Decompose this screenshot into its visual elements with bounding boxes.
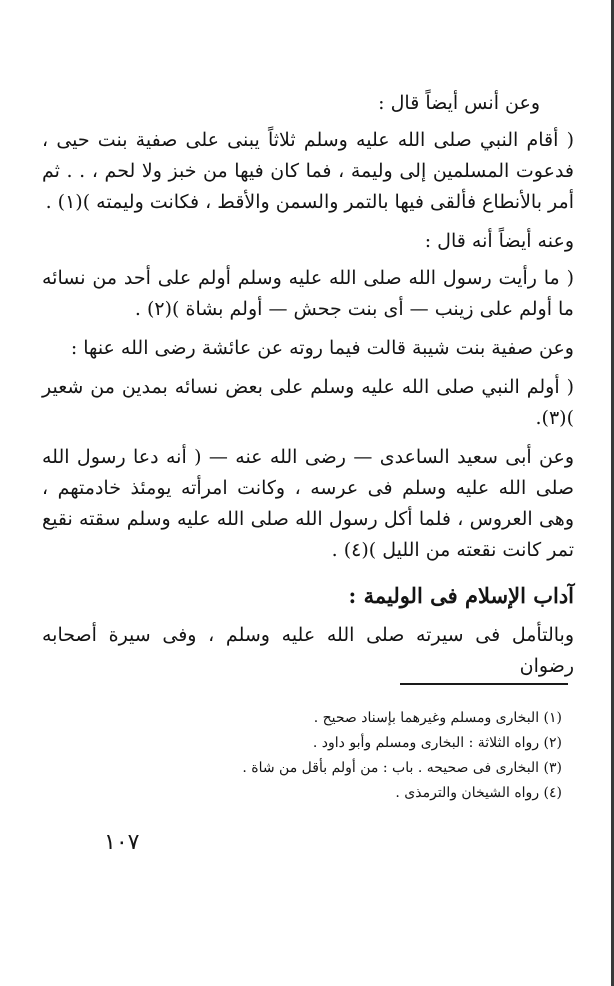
paragraph-final: وبالتأمل فى سيرته صلى الله عليه وسلم ، وفى سيرة أصحابه رضوان [42, 624, 574, 677]
paragraph-abu-saeed: وعن أبى سعيد الساعدى — رضى الله عنه — ( أنه دعا رسول الله صلى الله عليه وسلم فى عرسه ، وكانت امرأته يومئذ خادمتهم ، وهى العروس ، فلما أكل رسول الله صلى الله عليه وسلم سقته نقيع تمر كانت نقعته من الليل )(٤) . [42, 446, 574, 561]
footnote-4: (٤) رواه الشيخان والترمذى . [395, 785, 562, 801]
paragraph-safiyya-bint-shayba: وعن صفية بنت شيبة قالت فيما روته عن عائشة رضى الله عنها : [70, 337, 574, 359]
page-number: ١٠٧ [104, 830, 140, 855]
section-heading: آداب الإسلام فى الوليمة : [348, 583, 574, 608]
footnote-2: (٢) رواه الثلاثة : البخارى ومسلم وأبو داود . [312, 735, 562, 751]
footnotes [160, 706, 572, 806]
paragraph-anas-second-intro: وعنه أيضاً أنه قال : [424, 230, 574, 252]
main-text [42, 88, 574, 690]
paragraph-safiyya-walima: ( أقام النبي صلى الله عليه وسلم ثلاثاً يبنى على صفية بنت حيى ، فدعوت المسلمين إلى وليمة ، فما كان فيها من خبز ولا لحم ، . . ثم أمر بالأنطاع فألقى فيها بالتمر والسمن والأقط ، فكانت وليمته )(١) . [42, 129, 574, 213]
paragraph-zaynab-walima: ( ما رأيت رسول الله صلى الله عليه وسلم أولم على أحد من نسائه ما أولم على زينب — أى بنت جحش — أولم بشاة )(٢) . [42, 267, 574, 320]
footnote-3: (٣) البخارى فى صحيحه . باب : من أولم بأقل من شاة . [242, 760, 562, 776]
footnote-1: (١) البخارى ومسلم وغيرهما بإسناد صحيح . [313, 710, 562, 726]
footnote-divider [400, 683, 568, 685]
paragraph-anas-intro: وعن أنس أيضاً قال : [378, 92, 540, 114]
paragraph-two-mudd-barley: ( أولم النبي صلى الله عليه وسلم على بعض نسائه بمدين من شعير )(٣). [42, 376, 574, 429]
